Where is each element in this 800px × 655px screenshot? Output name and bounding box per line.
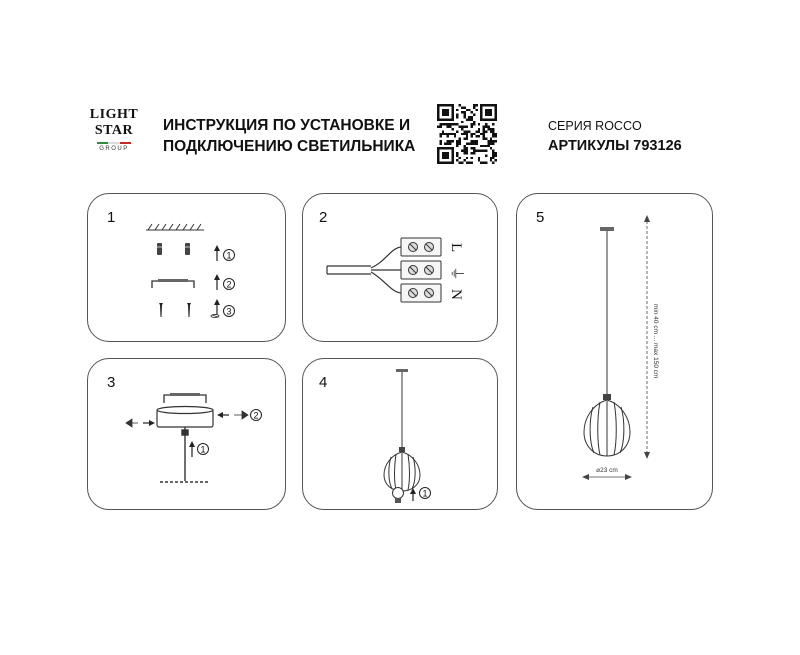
step-1-number: 1 <box>107 209 116 226</box>
series-label: СЕРИЯ ROCCO <box>548 119 642 133</box>
diameter-dimension-line <box>582 474 632 480</box>
logo-line-3: GROUP <box>99 146 129 152</box>
callout-1 <box>198 444 209 455</box>
arrow-icon <box>214 245 220 315</box>
diameter-label: ⌀23 cm <box>596 467 618 474</box>
pendant-lamp-icon <box>584 227 630 456</box>
step-5-panel <box>516 193 713 510</box>
height-dimension-line <box>644 215 650 459</box>
step-4-illustration <box>303 359 499 511</box>
terminal-ground-label: ⏚ <box>448 266 464 282</box>
step-2-number: 2 <box>319 209 328 226</box>
flag-stripe <box>97 142 131 144</box>
title-line-2: ПОДКЛЮЧЕНИЮ СВЕТИЛЬНИКА <box>163 138 416 155</box>
canopy-icon <box>157 407 213 428</box>
step-3-panel <box>87 358 286 510</box>
light-bulb-icon <box>393 488 404 504</box>
callout-1-text: 1 <box>422 488 428 499</box>
step-3-number: 3 <box>107 374 116 391</box>
callout-3-text: 3 <box>226 306 232 317</box>
title-line-1: ИНСТРУКЦИЯ ПО УСТАНОВКЕ И <box>163 117 411 134</box>
qr-code <box>437 104 497 164</box>
callout-1-text: 1 <box>200 444 206 455</box>
callout-2 <box>224 279 235 290</box>
page-title <box>163 115 415 157</box>
logo-line-2: STAR <box>94 123 134 138</box>
article-label: АРТИКУЛЫ 793126 <box>548 138 682 154</box>
power-cable-icon <box>327 247 401 293</box>
terminal-block-icon <box>401 238 441 302</box>
screwdriver-icon <box>211 314 219 317</box>
step-1-panel <box>87 193 286 342</box>
terminal-l-label: L <box>448 243 464 253</box>
ceiling-icon <box>146 224 204 230</box>
callout-1 <box>224 250 235 261</box>
screw-icon <box>159 303 191 317</box>
step-4-number: 4 <box>319 374 328 391</box>
step-1-illustration <box>88 194 287 343</box>
step-2-panel <box>302 193 498 342</box>
mounting-bracket-icon <box>152 279 194 288</box>
callout-2-text: 2 <box>226 279 232 290</box>
arrow-icon <box>410 488 416 501</box>
step-3-illustration <box>88 359 287 511</box>
terminal-n-label: N <box>448 289 464 300</box>
logo-line-1: LIGHT <box>89 107 139 122</box>
callout-1 <box>420 488 431 499</box>
step-2-illustration <box>303 194 499 343</box>
step-5-number: 5 <box>536 209 545 226</box>
brand-logo <box>88 104 140 164</box>
callout-2-text: 2 <box>253 410 259 421</box>
callout-1-text: 1 <box>226 250 232 261</box>
wall-plug-icon <box>157 243 190 255</box>
pendant-lamp-icon <box>384 369 420 491</box>
callout-3 <box>224 306 235 317</box>
step-5-illustration <box>517 194 714 511</box>
height-label: min 40 cm ... max 150 cm <box>652 304 659 379</box>
mounting-bracket-icon <box>164 393 206 403</box>
callout-2 <box>251 410 262 421</box>
step-4-panel <box>302 358 498 510</box>
